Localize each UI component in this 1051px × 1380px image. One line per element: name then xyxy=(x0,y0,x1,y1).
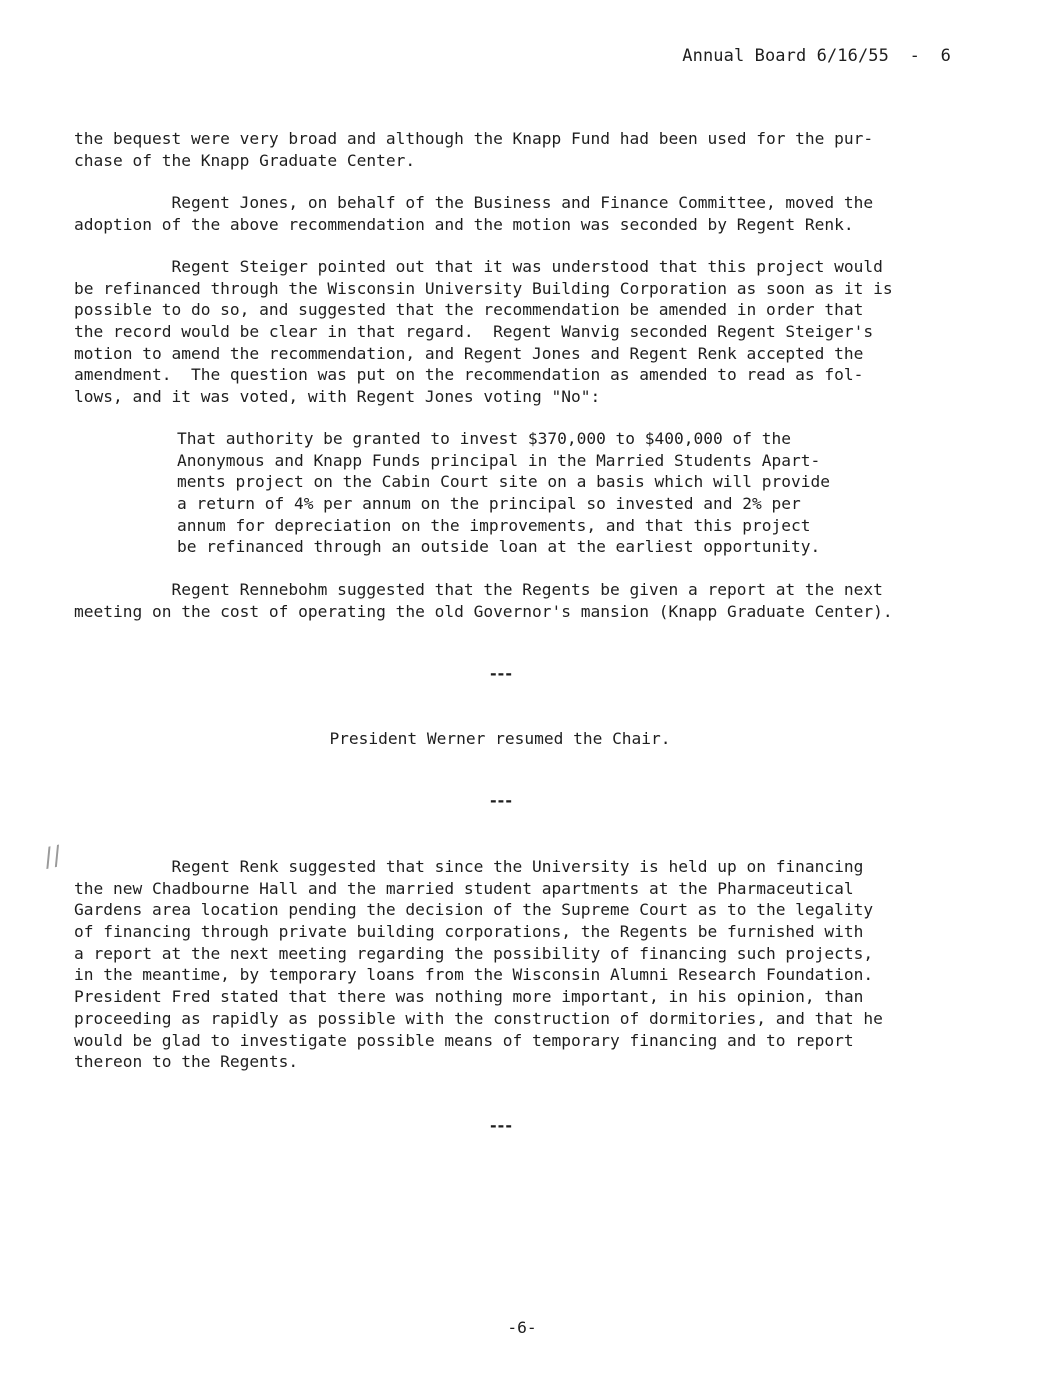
page-header: Annual Board 6/16/55 - 6 xyxy=(682,46,951,66)
section-separator: --- xyxy=(488,1116,512,1135)
text-line: chase of the Knapp Graduate Center. xyxy=(74,150,416,170)
text-line: a report at the next meeting regarding the possibility of financing such projects, xyxy=(74,943,874,963)
text-line: of financing through private building corporations, the Regents be furnished with xyxy=(74,922,864,942)
text-line: motion to amend the recommendation, and Regent Jones and Regent Renk accepted the xyxy=(74,343,864,363)
text-line: Gardens area location pending the decision of the Supreme Court as to the legality xyxy=(74,900,874,920)
text-line: Regent Renk suggested that since the University is held up on financing xyxy=(74,857,864,876)
paragraph-renk-financing xyxy=(74,856,974,1073)
text-line: the bequest were very broad and although the Knapp Fund had been used for the pur- xyxy=(74,129,874,148)
text-line: lows, and it was voted, with Regent Jones voting "No": xyxy=(74,387,601,407)
text-line: annum for depreciation on the improvements, and that this project xyxy=(177,515,811,535)
paragraph-jones-motion xyxy=(74,192,974,235)
text-line: proceeding as rapidly as possible with the construction of dormitories, and that he xyxy=(74,1008,883,1028)
text-line: amendment. The question was put on the recommendation as amended to read as fol- xyxy=(74,365,864,385)
text-line: in the meantime, by temporary loans from the Wisconsin Alumni Research Foundation. xyxy=(74,965,874,985)
text-line: the record would be clear in that regard. Regent Wanvig seconded Regent Steiger's xyxy=(74,322,874,342)
text-line: the new Chadbourne Hall and the married student apartments at the Pharmaceutical xyxy=(74,878,854,898)
resolution-quote xyxy=(177,428,917,558)
section-separator: --- xyxy=(488,791,512,810)
text-line: adoption of the above recommendation and the motion was seconded by Regent Renk. xyxy=(74,214,854,234)
paragraph-bequest xyxy=(74,128,974,171)
text-line: Regent Jones, on behalf of the Business and Finance Committee, moved the xyxy=(74,193,874,212)
text-line: possible to do so, and suggested that the recommendation be amended in order that xyxy=(74,300,864,320)
text-line: be refinanced through the Wisconsin University Building Corporation as soon as it is xyxy=(74,278,893,298)
text-line: would be glad to investigate possible means of temporary financing and to report xyxy=(74,1030,854,1050)
text-line: a return of 4% per annum on the principal so invested and 2% per xyxy=(177,494,801,514)
text-line: Regent Steiger pointed out that it was understood that this project would xyxy=(74,257,883,276)
paragraph-steiger-amendment xyxy=(74,256,974,408)
text-line: Regent Rennebohm suggested that the Regents be given a report at the next xyxy=(74,580,883,599)
text-line: ments project on the Cabin Court site on a basis which will provide xyxy=(177,472,830,492)
page-number: -6- xyxy=(507,1318,537,1337)
text-line: President Fred stated that there was nothing more important, in his opinion, than xyxy=(74,987,864,1007)
section-separator: --- xyxy=(488,664,512,683)
margin-pencil-mark: // xyxy=(41,840,65,874)
text-line: That authority be granted to invest $370,000 to $400,000 of the xyxy=(177,429,791,448)
chair-resumed-line: President Werner resumed the Chair. xyxy=(329,729,671,748)
text-line: thereon to the Regents. xyxy=(74,1052,299,1072)
text-line: meeting on the cost of operating the old Governor's mansion (Knapp Graduate Center). xyxy=(74,601,893,621)
text-line: Anonymous and Knapp Funds principal in the Married Students Apart- xyxy=(177,450,821,470)
paragraph-rennebohm xyxy=(74,579,974,622)
text-line: be refinanced through an outside loan at the earliest opportunity. xyxy=(177,537,821,557)
